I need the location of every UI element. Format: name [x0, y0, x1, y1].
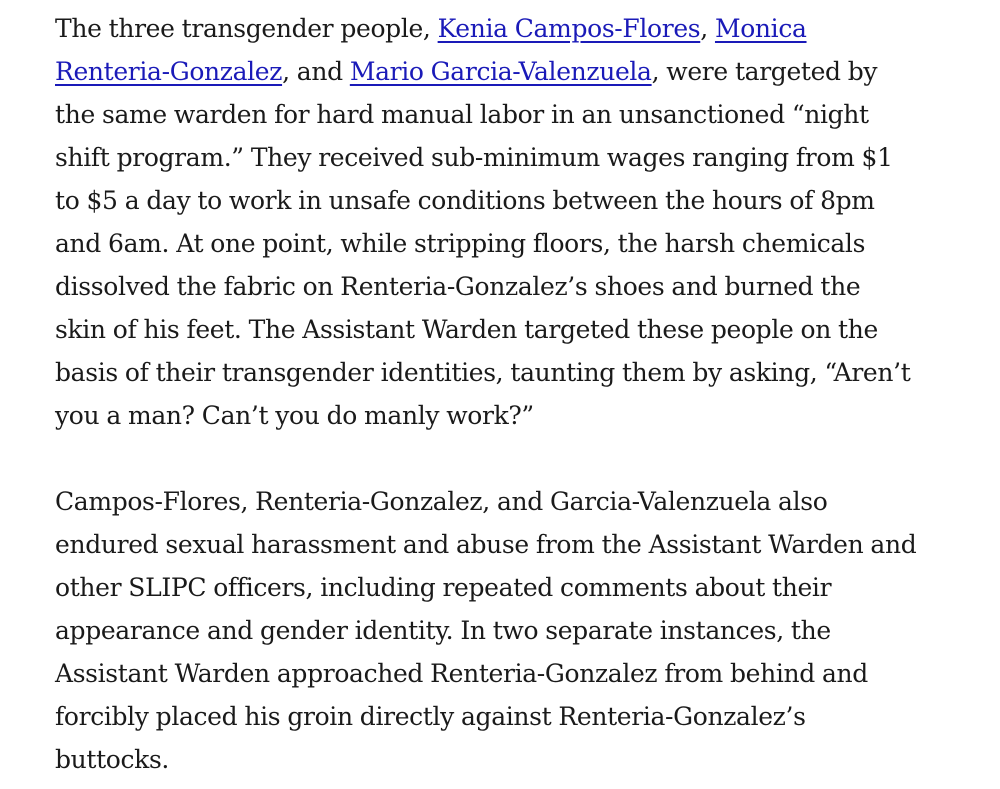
text-line: Campos-Flores, Renteria-Gonzalez, and Garcia-Valenzuela also: [55, 487, 828, 516]
text-segment: , and: [282, 57, 350, 86]
text-segment: ,: [700, 14, 715, 43]
article-body: [55, 7, 955, 781]
text-line: forcibly placed his groin directly against Renteria-Gonzalez’s: [55, 702, 806, 731]
link-monica-renteria-gonzalez-part1[interactable]: Monica: [714, 14, 807, 43]
text-line: appearance and gender identity. In two separate instances, the: [55, 616, 831, 645]
text-line: skin of his feet. The Assistant Warden targeted these people on the: [55, 315, 878, 344]
text-segment: The three transgender people,: [55, 14, 438, 43]
text-line: basis of their transgender identities, taunting them by asking, “Aren’t: [55, 358, 911, 387]
text-line: buttocks.: [55, 745, 170, 774]
text-line: Assistant Warden approached Renteria-Gonzalez from behind and: [55, 659, 868, 688]
paragraph-harassment: [55, 480, 955, 781]
text-line: you a man? Can’t you do manly work?”: [55, 401, 534, 430]
link-mario-garcia-valenzuela[interactable]: Mario Garcia-Valenzuela: [349, 57, 652, 86]
text-line: and 6am. At one point, while stripping floors, the harsh chemicals: [55, 229, 866, 258]
text-line: endured sexual harassment and abuse from the Assistant Warden and: [55, 530, 917, 559]
text-line: dissolved the fabric on Renteria-Gonzalez’s shoes and burned the: [55, 272, 861, 301]
text-line: [55, 50, 955, 93]
text-line: other SLIPC officers, including repeated comments about their: [55, 573, 832, 602]
link-kenia-campos-flores[interactable]: Kenia Campos-Flores: [437, 14, 701, 43]
text-line: to $5 a day to work in unsafe conditions between the hours of 8pm: [55, 186, 875, 215]
paragraph-night-shift: [55, 7, 955, 437]
link-monica-renteria-gonzalez-part2[interactable]: Renteria-Gonzalez: [55, 57, 283, 86]
text-line: the same warden for hard manual labor in an unsanctioned “night: [55, 100, 869, 129]
text-segment: , were targeted by: [651, 57, 878, 86]
text-line: [55, 7, 955, 50]
text-line: shift program.” They received sub-minimum wages ranging from $1: [55, 143, 893, 172]
